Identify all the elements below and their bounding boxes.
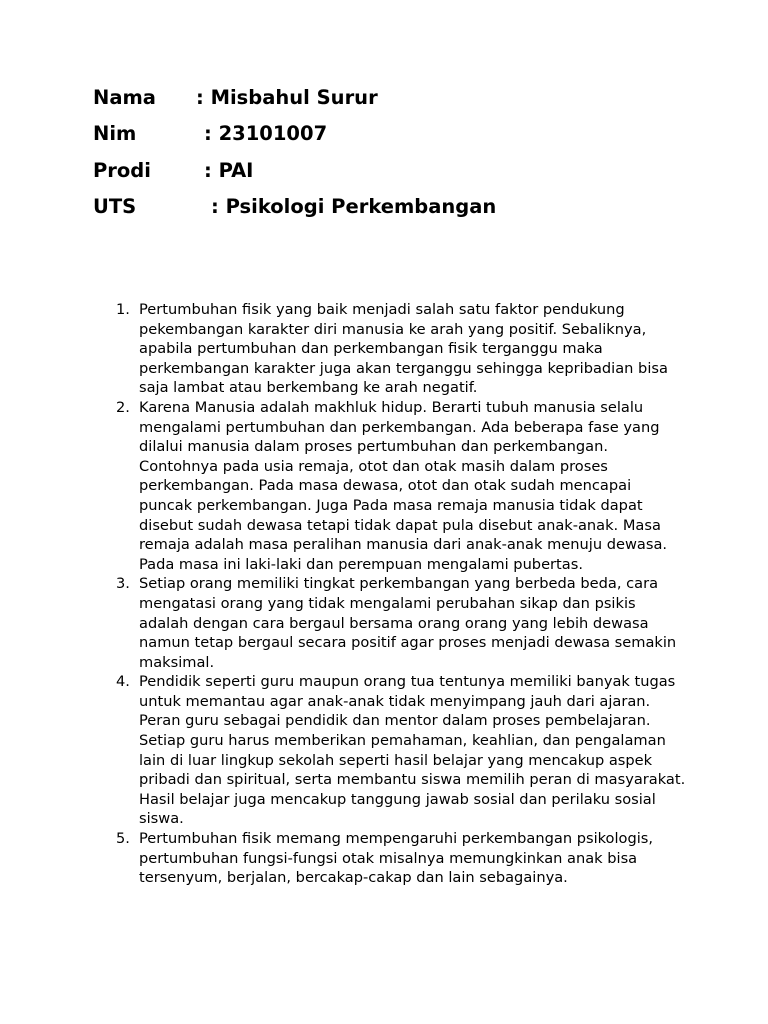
prodi-value: : PAI — [204, 158, 254, 182]
list-item — [108, 398, 688, 574]
answer-list — [108, 300, 688, 888]
uts-value: : Psikologi Perkembangan — [211, 194, 497, 218]
item-number: 3. — [116, 575, 130, 593]
nim-label: Nim — [93, 122, 137, 146]
item-text: Pertumbuhan fisik yang baik menjadi salah satu faktor pendukung pekembangan karakter diri manusia ke arah yang positif. Sebaliknya, apabila pertumbuhan dan perkembangan fisik terganggu maka perkembangan karakter juga akan terganggu sehingga kepribadian bisa saja lambat atau berkembang ke arah negatif. — [139, 301, 668, 397]
item-text: Pendidik seperti guru maupun orang tua tentunya memiliki banyak tugas untuk memantau agar anak-anak tidak menyimpang jauh dari ajaran. Peran guru sebagai pendidik dan mentor dalam proses pembelajaran. Setiap guru harus memberikan pemahaman, keahlian, dan pengalaman lain di luar lingkup sekolah seperti hasil belajar yang mencakup aspek pribadi dan spiritual, serta membantu siswa memilih peran di masyarakat. Hasil belajar juga mencakup tanggung jawab sosial dan perilaku sosial siswa. — [139, 673, 686, 828]
list-item — [108, 300, 688, 398]
list-item — [108, 672, 688, 829]
item-number: 2. — [116, 398, 130, 416]
list-item — [108, 574, 688, 672]
name-value: : Misbahul Surur — [196, 86, 378, 109]
item-number: 4. — [116, 673, 130, 691]
item-number: 5. — [116, 830, 130, 848]
prodi-label: Prodi — [93, 158, 151, 182]
item-text: Setiap orang memiliki tingkat perkembangan yang berbeda beda, cara mengatasi orang yang tidak mengalami perubahan sikap dan psikis adalah dengan cara bergaul bersama orang orang yang lebih dewasa namun tetap bergaul secara positif agar proses menjadi dewasa semakin maksimal. — [139, 575, 677, 671]
list-item — [108, 829, 688, 888]
nim-value: : 23101007 — [204, 122, 328, 146]
uts-label: UTS — [93, 194, 137, 218]
item-text: Pertumbuhan fisik memang mempengaruhi perkembangan psikologis, pertumbuhan fungsi-fungsi otak misalnya memungkinkan anak bisa tersenyum, berjalan, bercakap-cakap dan lain sebagainya. — [139, 830, 654, 887]
name-label: Nama — [93, 86, 156, 109]
item-number: 1. — [116, 301, 130, 318]
item-text: Karena Manusia adalah makhluk hidup. Berarti tubuh manusia selalu mengalami pertumbuhan dan perkembangan. Ada beberapa fase yang dilalui manusia dalam proses pertumbuhan dan perkembangan. Contohnya pada usia remaja, otot dan otak masih dalam proses perkembangan. Pada masa dewasa, otot dan otak sudah mencapai puncak perkembangan. Juga Pada masa remaja manusia tidak dapat disebut sudah dewasa tetapi tidak dapat pula disebut anak-anak. Masa remaja adalah masa peralihan manusia dari anak-anak menuju dewasa. Pada masa ini laki-laki dan perempuan mengalami pubertas. — [139, 398, 668, 573]
